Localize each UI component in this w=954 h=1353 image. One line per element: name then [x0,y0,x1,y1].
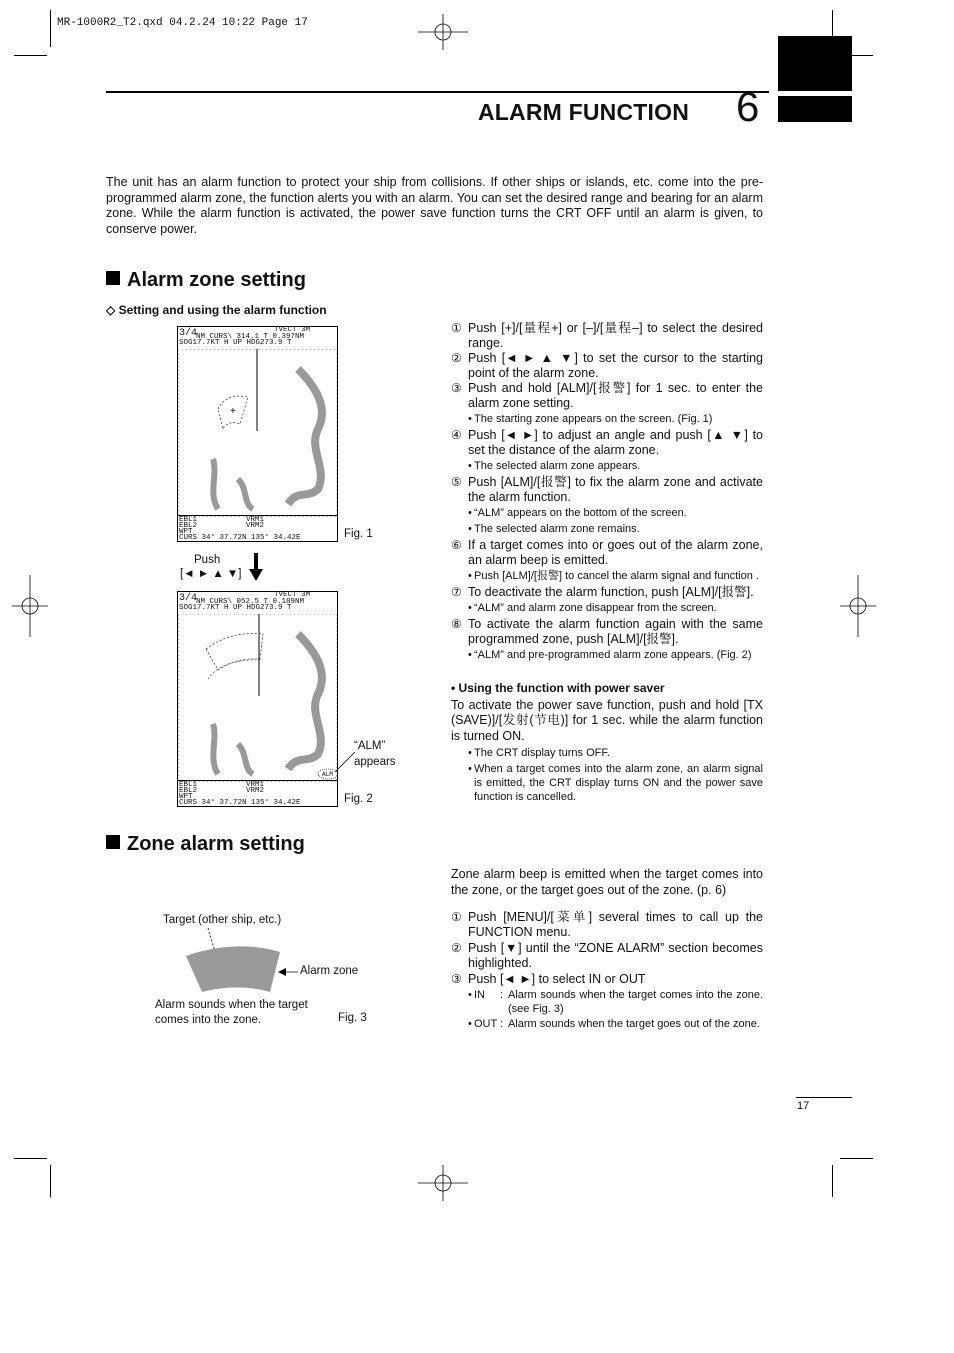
note: • When a target comes into the alarm zone, an alarm signal is emitted, the CRT display turns ON and the power save function is cancelled. [468,763,763,803]
ebl1-label: EBL1 [179,516,198,524]
crop-mark [840,1158,873,1159]
wpt-label: WPT [179,793,193,801]
section-heading-alarm-zone [106,269,306,292]
push-label: Push [194,554,221,566]
curs-position: CURS 34° 37.72N 135° 34.42E [179,799,301,807]
vector-readout: TVECT 3M [274,326,311,334]
heading-readout: SOG17.7KT H UP HDG273.9 T [179,604,292,612]
intro-paragraph: The unit has an alarm function to protect your ship from collisions. If other ships or islands, etc. come into the pre-programmed alarm zone, the function alerts you with an alarm. You can set the desired range and bearing for an alarm zone. While the alarm function is activated, the power save function turns the CRT OFF until an alarm is given, to conserve power. [106,175,763,236]
step-text: To activate the alarm function again with the same programmed zone, push [ALM]/[报警]. [468,617,763,646]
step-item [451,910,763,940]
ebl1-label: EBL1 [179,781,198,789]
note: • The CRT display turns OFF. [468,747,610,759]
step-number: ① [451,910,462,924]
file-slug: MR-1000R2_T2.qxd 04.2.24 10:22 Page 17 [57,17,308,29]
registration-mark-icon [840,575,876,637]
cursor-readout: NM CURS\ 052.5 T 0.189NM [196,598,305,606]
radar-display [178,614,337,782]
section-title: Zone alarm setting [127,833,305,855]
registration-mark-icon [418,14,468,50]
range-scale: 3/4 [179,593,198,604]
crop-mark [50,1165,51,1197]
step-note: • Push [ALM]/[报警] to cancel the alarm signal and function . [468,570,759,582]
step-item [451,381,763,411]
step-note: • “ALM” appears on the bottom of the screen. [468,507,687,519]
step-item [451,428,763,458]
ebl-vrm-panel [178,780,337,807]
square-bullet-icon [106,271,120,285]
step-note: • “ALM” and alarm zone disappear from the screen. [468,602,717,614]
header-rule [106,91,769,93]
step-text: Push [ALM]/[报警] to fix the alarm zone and activate the alarm function. [468,475,763,504]
step-item [451,475,763,505]
crop-mark [14,55,47,56]
step-item [451,617,763,647]
crop-mark [14,1158,47,1159]
step-text: Push [◄ ►] to adjust an angle and push [▲ ▼] to set the distance of the alarm zone. [468,428,763,457]
chapter-title: ALARM FUNCTION [478,99,690,125]
alarm-zone-diagram [180,926,300,1002]
step-note: • “ALM” and pre-programmed alarm zone appears. (Fig. 2) [468,649,752,661]
option-text: Alarm sounds when the target goes out of the zone. [508,1018,760,1030]
step-number: ② [451,351,462,365]
step-number: ⑦ [451,585,462,599]
option-note: • IN : Alarm sounds when the target comes into the zone. (see Fig. 3) [468,989,763,1015]
range-scale: 3/4 [179,328,198,339]
step-number: ③ [451,972,462,986]
step-text: Push [MENU]/[菜单] several times to call up the FUNCTION menu. [468,910,763,939]
option-key: OUT [474,1018,498,1030]
fig2-caption: Fig. 2 [344,793,373,805]
alm-callout: “ALM” appears [354,740,396,768]
wpt-label: WPT [179,528,193,536]
ebl-vrm-panel [178,515,337,542]
step-text: Push [▼] until the “ZONE ALARM” section becomes highlighted. [468,941,763,970]
chapter-number: 6 [736,83,760,130]
callout-line [333,752,357,774]
step-text: Push and hold [ALM]/[报警] for 1 sec. to enter the alarm zone setting. [468,381,763,410]
step-text: Push [+]/[量程+] or [–]/[量程–] to select the desired range. [468,321,763,350]
square-bullet-icon [106,835,120,849]
crop-mark [832,1165,833,1197]
step-text: To deactivate the alarm function, push [ALM]/[报警]. [468,585,754,599]
power-saver-block [451,681,763,804]
vrm1-label: VRM1 [246,781,265,789]
ebl2-label: EBL2 [179,522,198,530]
step-number: ③ [451,381,462,395]
step-item [451,321,763,351]
registration-mark-icon [418,1165,468,1201]
heading-readout: SOG17.7KT H UP HDG273.9 T [179,339,292,347]
zone-label: Alarm zone [300,965,359,977]
option-key: IN [474,989,485,1001]
step-note: • The starting zone appears on the screen. (Fig. 1) [468,413,713,425]
option-note: • OUT : Alarm sounds when the target goes out of the zone. [451,1017,763,1031]
step-text: Push [◄ ► ▲ ▼] to set the cursor to the starting point of the alarm zone. [468,351,763,380]
sound-label: Alarm sounds when the target comes into the zone. [155,999,308,1026]
step-item [451,351,763,381]
step-item [451,972,763,987]
step-number: ① [451,321,462,335]
subsection-heading: ◇ Setting and using the alarm function [106,303,327,317]
vrm2-label: VRM2 [246,522,265,530]
alm-indicator: ALM [322,771,333,778]
step-note: • The selected alarm zone appears. [468,460,641,472]
step-item [451,941,763,971]
step-number: ⑧ [451,617,462,631]
power-saver-heading: • Using the function with power saver [451,681,665,695]
radar-screen-fig1 [177,326,338,542]
step-item [451,538,763,568]
alarm-steps-list [451,321,763,664]
step-number: ② [451,941,462,955]
zone-alarm-intro: Zone alarm beep is emitted when the target comes into the zone, or the target goes out of the zone. (p. 6) [451,867,763,897]
curs-position: CURS 34° 37.72N 135° 34.42E [179,534,301,542]
zone-steps-list [451,910,763,1032]
section-title: Alarm zone setting [127,269,306,291]
vrm2-label: VRM2 [246,787,265,795]
option-text: Alarm sounds when the target comes into the zone. (see Fig. 3) [508,989,763,1015]
power-saver-text: To activate the power save function, push and hold [TX (SAVE)]/[发射(节电)] for 1 sec. while the alarm function is turned ON. [451,697,763,743]
radar-screen-fig2 [177,591,338,807]
radar-display [178,349,337,517]
registration-mark-icon [12,575,48,637]
fig3-caption: Fig. 3 [338,1012,367,1024]
down-arrow-icon [249,553,263,581]
page-number-rule [796,1097,852,1098]
ebl2-label: EBL2 [179,787,198,795]
step-number: ⑥ [451,538,462,552]
step-item [451,585,763,600]
page-number: 17 [797,1100,810,1112]
section-heading-zone-alarm [106,833,305,856]
step-text: Push [◄ ►] to select IN or OUT [468,972,646,986]
fig1-caption: Fig. 1 [344,528,373,540]
target-label: Target (other ship, etc.) [163,914,282,926]
step-number: ④ [451,428,462,442]
vector-readout: TVECT 3M [274,591,311,599]
step-number: ⑤ [451,475,462,489]
crop-mark [50,10,51,47]
step-text: If a target comes into or goes out of the alarm zone, an alarm beep is emitted. [468,538,763,567]
chapter-tab-block [778,36,852,91]
cursor-readout: NM CURS\ 314.1 T 0.397NM [196,333,305,341]
push-keys: [◄ ► ▲ ▼] [180,568,242,580]
vrm1-label: VRM1 [246,516,265,524]
chapter-tab-block [778,96,852,122]
svg-text:+: + [230,406,236,417]
step-note: • The selected alarm zone remains. [468,523,640,535]
